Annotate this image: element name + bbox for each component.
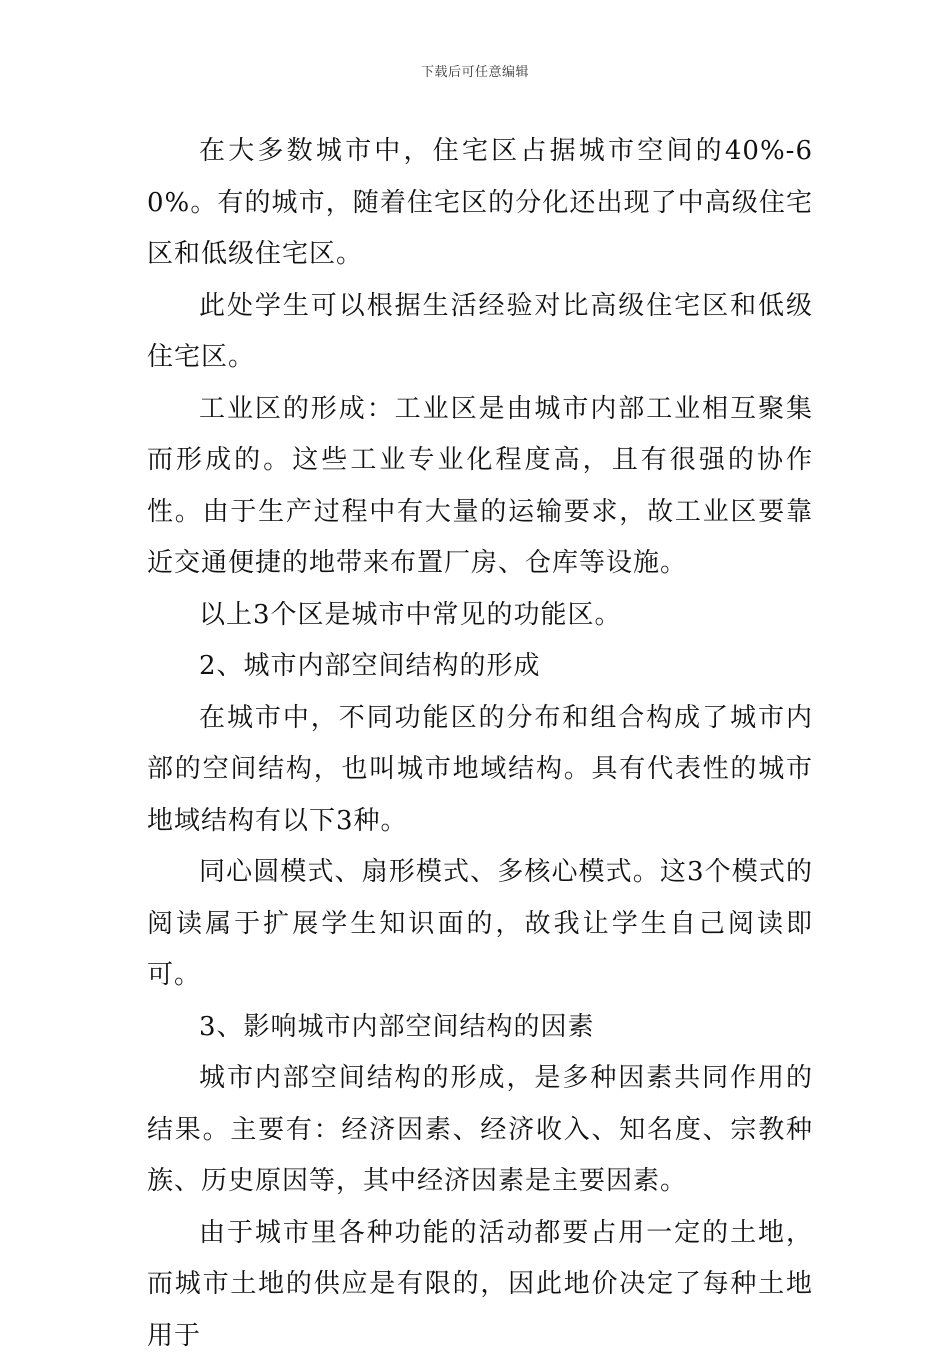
paragraph-common-zones: 以上3个区是城市中常见的功能区。 [147,590,813,642]
section-heading-factors: 3、影响城市内部空间结构的因素 [147,1002,813,1054]
paragraph-student-comparison: 此处学生可以根据生活经验对比高级住宅区和低级住宅区。 [147,281,813,384]
page-header: 下载后可任意编辑 [0,64,950,82]
paragraph-residential-share: 在大多数城市中，住宅区占据城市空间的40%-60%。有的城市，随着住宅区的分化还出现了中高级住宅区和低级住宅区。 [147,126,813,281]
paragraph-land-price: 由于城市里各种功能的活动都要占用一定的土地，而城市土地的供应是有限的，因此地价决定了每种土地用于 [147,1208,813,1362]
document-body [147,126,813,1362]
paragraph-models: 同心圆模式、扇形模式、多核心模式。这3个模式的阅读属于扩展学生知识面的，故我让学生自己阅读即可。 [147,847,813,1002]
section-heading-spatial-structure: 2、城市内部空间结构的形成 [147,641,813,693]
paragraph-factors: 城市内部空间结构的形成，是多种因素共同作用的结果。主要有：经济因素、经济收入、知名度、宗教种族、历史原因等，其中经济因素是主要因素。 [147,1053,813,1208]
paragraph-spatial-structure: 在城市中，不同功能区的分布和组合构成了城市内部的空间结构，也叫城市地域结构。具有代表性的城市地域结构有以下3种。 [147,693,813,848]
paragraph-industrial-zone: 工业区的形成：工业区是由城市内部工业相互聚集而形成的。这些工业专业化程度高，且有很强的协作性。由于生产过程中有大量的运输要求，故工业区要靠近交通便捷的地带来布置厂房、仓库等设施。 [147,384,813,590]
